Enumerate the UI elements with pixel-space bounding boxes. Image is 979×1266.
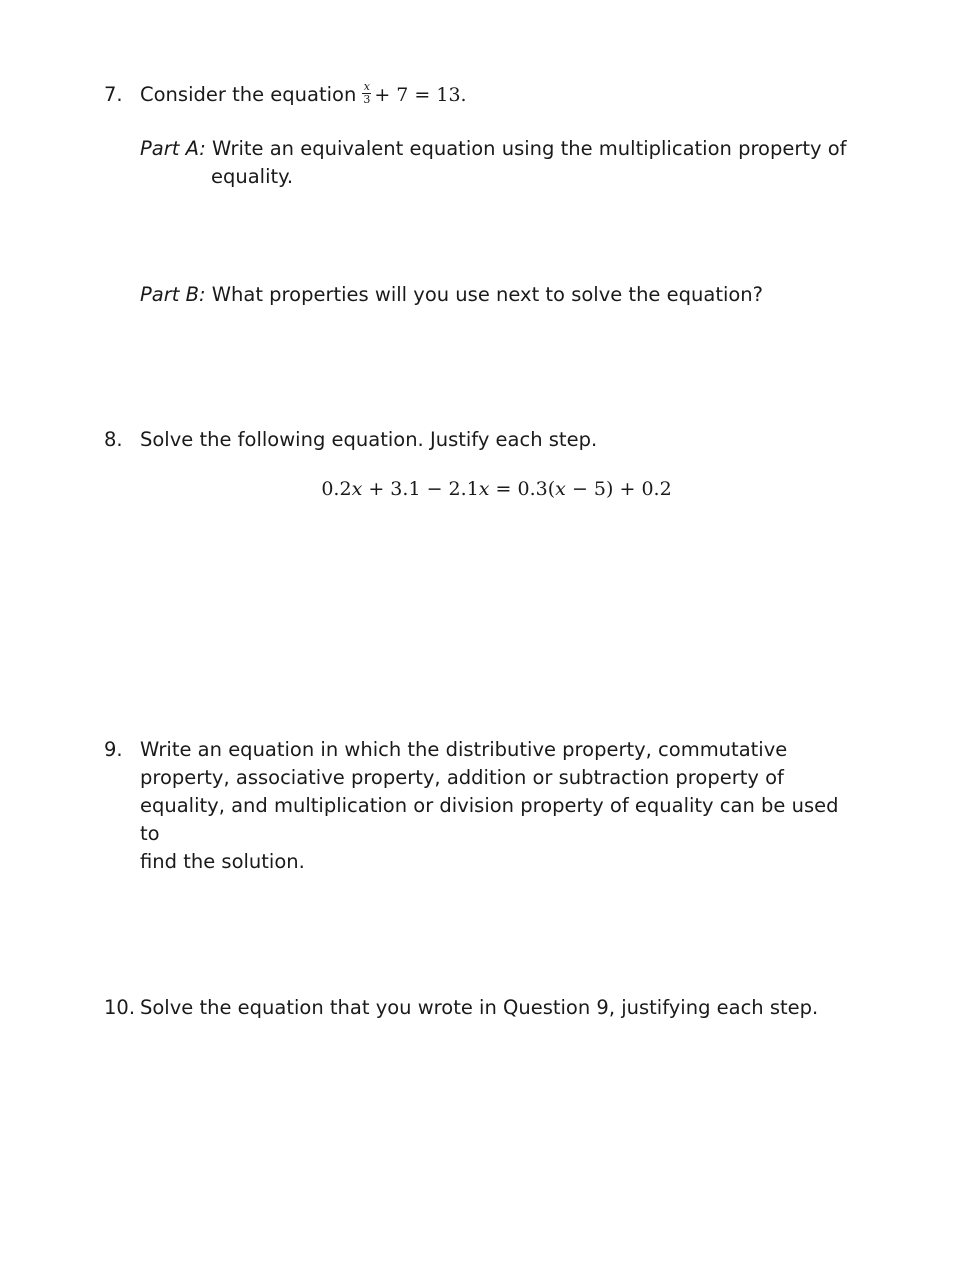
question-8-number: 8. <box>104 428 123 451</box>
question-9-number: 9. <box>104 738 123 761</box>
fraction-numerator: x <box>363 80 370 93</box>
question-7-part-b <box>140 281 860 309</box>
question-7-prompt <box>140 81 860 109</box>
question-9-line: equality, and multiplication or division property of equality can be used to <box>140 794 839 845</box>
part-a-text-line2: equality. <box>211 165 294 188</box>
part-a-text-line1: Write an equivalent equation using the multiplication property of <box>212 137 847 160</box>
question-9-prompt <box>140 736 860 876</box>
question-9-line: find the solution. <box>140 850 305 873</box>
part-b-label: Part B: <box>140 283 206 306</box>
question-7-number: 7. <box>104 83 123 106</box>
question-10-prompt: Solve the equation that you wrote in Question 9, justifying each step. <box>140 996 819 1019</box>
question-9-line: Write an equation in which the distributive property, commutative <box>140 738 788 761</box>
part-b-text: What properties will you use next to solve the equation? <box>211 283 764 306</box>
question-7-part-a <box>140 135 860 191</box>
question-10-number: 10. <box>104 996 136 1019</box>
question-8-equation: 0.2x + 3.1 − 2.1x = 0.3(x − 5) + 0.2 <box>321 478 672 500</box>
fraction-denominator: 3 <box>363 93 371 106</box>
question-7-prompt-text: Consider the equation <box>140 83 357 106</box>
question-8-prompt: Solve the following equation. Justify each step. <box>140 428 598 451</box>
question-9-line: property, associative property, addition or subtraction property of <box>140 766 784 789</box>
question-7-equation-rest: + 7 = 13. <box>374 84 467 106</box>
part-a-label: Part A: <box>140 137 206 160</box>
question-7-fraction <box>362 81 371 106</box>
